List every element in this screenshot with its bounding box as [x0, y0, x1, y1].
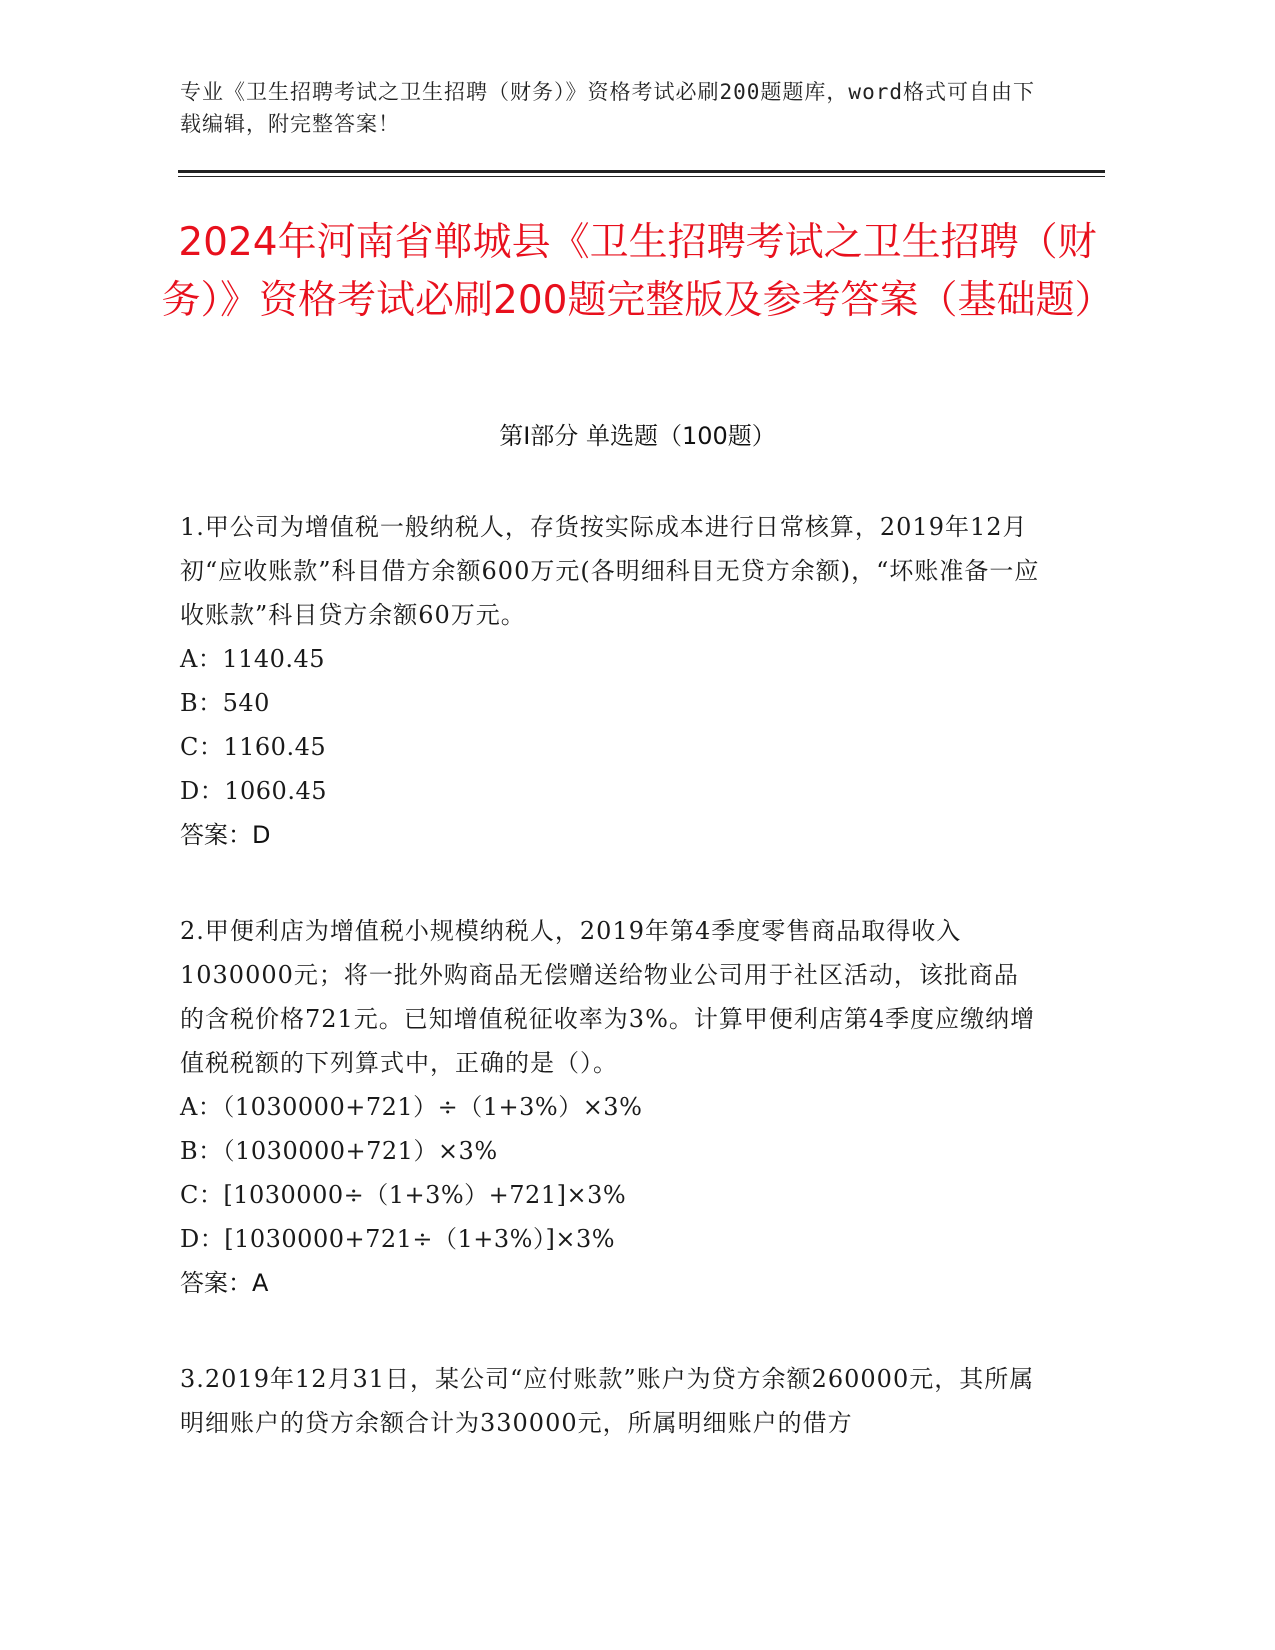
question-1: [180, 505, 1040, 857]
question-stem: 1.甲公司为增值税一般纳税人，存货按实际成本进行日常核算，2019年12月初“应收账款”科目借方余额600万元(各明细科目无贷方余额)，“坏账准备一应收账款”科目贷方余额60万元。: [180, 513, 1040, 629]
option-d: D：[1030000+721÷（1+3%）]×3%: [180, 1225, 616, 1253]
answer-label: 答案：A: [180, 1269, 269, 1297]
option-b: B：（1030000+721）×3%: [180, 1137, 498, 1165]
header-note: 专业《卫生招聘考试之卫生招聘（财务）》资格考试必刷200题题库，word格式可自由下载编辑，附完整答案！: [180, 80, 1035, 136]
document-title: 2024年河南省郸城县《卫生招聘考试之卫生招聘（财务）》资格考试必刷200题完整版及参考答案（基础题）: [161, 220, 1114, 323]
header-rule-thick: [178, 170, 1105, 173]
question-stem: 3.2019年12月31日，某公司“应付账款”账户为贷方余额260000元，其所属明细账户的贷方余额合计为330000元，所属明细账户的借方: [180, 1365, 1035, 1437]
option-a: A：1140.45: [180, 645, 326, 673]
answer-label: 答案：D: [180, 821, 271, 849]
header-rule-thin: [178, 176, 1105, 177]
option-a: A：（1030000+721）÷（1+3%）×3%: [180, 1093, 643, 1121]
question-list: [180, 505, 1040, 1497]
section-heading: 第I部分 单选题（100题）: [499, 422, 776, 450]
option-d: D：1060.45: [180, 777, 327, 805]
option-c: C：1160.45: [180, 733, 327, 761]
question-stem: 2.甲便利店为增值税小规模纳税人，2019年第4季度零售商品取得收入1030000元；将一批外购商品无偿赠送给物业公司用于社区活动，该批商品的含税价格721元。已知增值税征收率为3%。计算甲便利店第4季度应缴纳增值税税额的下列算式中，正确的是（）。: [180, 917, 1036, 1077]
question-3: [180, 1357, 1040, 1445]
question-2: [180, 909, 1040, 1305]
option-c: C：[1030000÷（1+3%）+721]×3%: [180, 1181, 627, 1209]
option-b: B：540: [180, 689, 270, 717]
